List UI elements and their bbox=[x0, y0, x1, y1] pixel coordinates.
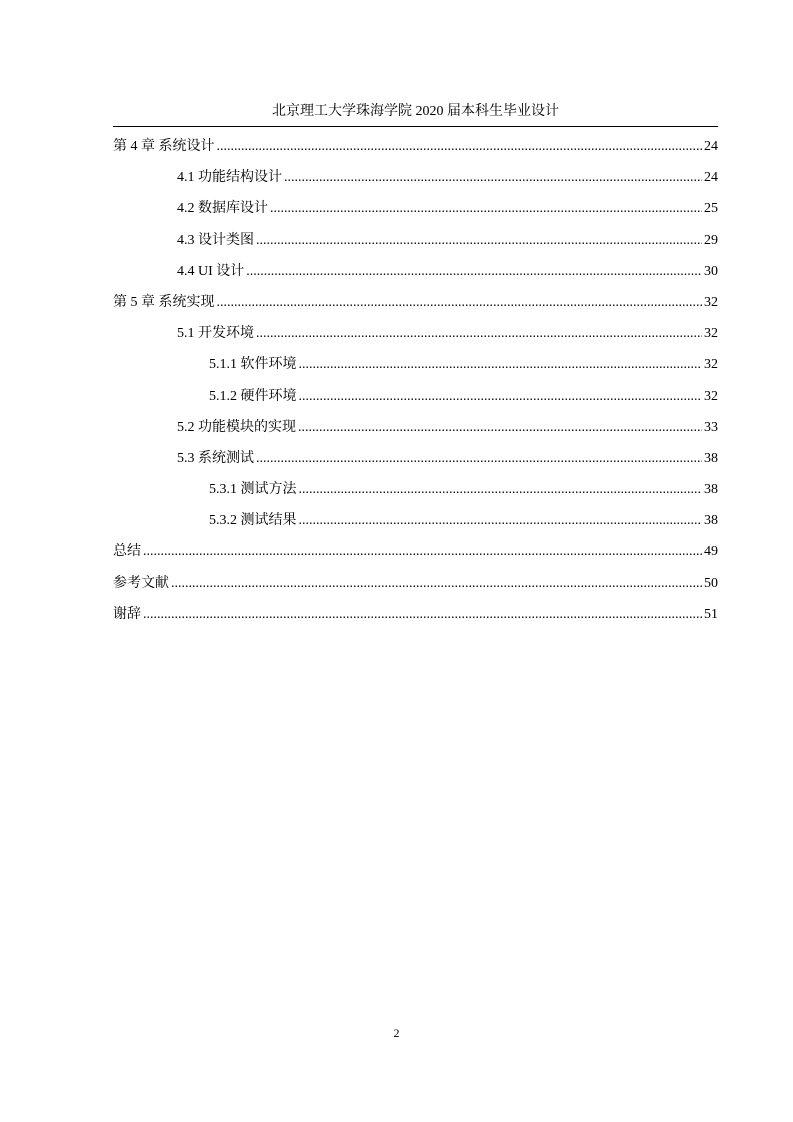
toc-dot-leader bbox=[270, 200, 702, 218]
toc-entry-label: 4.3 设计类图 bbox=[177, 232, 254, 248]
toc-dot-leader bbox=[299, 481, 703, 499]
toc-entry-label: 5.1.2 硬件环境 bbox=[209, 388, 297, 404]
toc-entry-acknowledgements[interactable] bbox=[113, 606, 718, 637]
toc-entry-chapter-5[interactable] bbox=[113, 294, 718, 325]
toc-dot-leader bbox=[217, 294, 703, 312]
toc-entry-5-2[interactable] bbox=[113, 419, 718, 450]
toc-dot-leader bbox=[298, 419, 702, 437]
toc-entry-5-3-2[interactable] bbox=[113, 512, 718, 543]
toc-entry-5-3[interactable] bbox=[113, 450, 718, 481]
toc-entry-5-1-2[interactable] bbox=[113, 388, 718, 419]
toc-entry-page: 49 bbox=[704, 544, 718, 560]
toc-entry-page: 38 bbox=[704, 513, 718, 529]
toc-entry-4-1[interactable] bbox=[113, 169, 718, 200]
toc-entry-chapter-4[interactable] bbox=[113, 138, 718, 169]
toc-entry-page: 29 bbox=[704, 232, 718, 248]
toc-dot-leader bbox=[246, 263, 702, 281]
toc-entry-4-2[interactable] bbox=[113, 200, 718, 231]
toc-dot-leader bbox=[256, 325, 702, 343]
toc-entry-label: 5.2 功能模块的实现 bbox=[177, 419, 296, 435]
toc-entry-label: 第 5 章 系统实现 bbox=[113, 294, 215, 310]
toc-dot-leader bbox=[284, 169, 702, 187]
toc-entry-page: 33 bbox=[704, 419, 718, 435]
toc-entry-page: 25 bbox=[704, 201, 718, 217]
toc-dot-leader bbox=[256, 450, 702, 468]
toc-entry-page: 32 bbox=[704, 357, 718, 373]
toc-entry-label: 谢辞 bbox=[113, 606, 141, 622]
toc-entry-5-1[interactable] bbox=[113, 325, 718, 356]
toc-entry-page: 32 bbox=[704, 294, 718, 310]
toc-entry-label: 5.1 开发环境 bbox=[177, 326, 254, 342]
toc-entry-5-1-1[interactable] bbox=[113, 356, 718, 387]
toc-entry-4-4[interactable] bbox=[113, 263, 718, 294]
toc-entry-references[interactable] bbox=[113, 575, 718, 606]
toc-dot-leader bbox=[217, 138, 703, 156]
table-of-contents bbox=[113, 138, 718, 637]
toc-entry-4-3[interactable] bbox=[113, 232, 718, 263]
toc-entry-label: 5.3 系统测试 bbox=[177, 450, 254, 466]
header-divider bbox=[113, 126, 718, 127]
toc-entry-page: 30 bbox=[704, 263, 718, 279]
page-header: 北京理工大学珠海学院 2020 届本科生毕业设计 bbox=[272, 104, 559, 119]
toc-dot-leader bbox=[143, 606, 702, 624]
toc-dot-leader bbox=[299, 512, 703, 530]
toc-entry-page: 38 bbox=[704, 482, 718, 498]
toc-dot-leader bbox=[299, 356, 703, 374]
toc-entry-page: 32 bbox=[704, 326, 718, 342]
toc-entry-5-3-1[interactable] bbox=[113, 481, 718, 512]
toc-entry-label: 参考文献 bbox=[113, 575, 169, 591]
toc-entry-page: 32 bbox=[704, 388, 718, 404]
toc-dot-leader bbox=[171, 575, 702, 593]
toc-entry-label: 总结 bbox=[113, 544, 141, 560]
toc-dot-leader bbox=[299, 388, 703, 406]
toc-entry-label: 4.2 数据库设计 bbox=[177, 201, 268, 217]
toc-entry-label: 4.4 UI 设计 bbox=[177, 263, 245, 279]
toc-dot-leader bbox=[143, 543, 702, 561]
toc-dot-leader bbox=[256, 232, 702, 250]
toc-entry-page: 38 bbox=[704, 450, 718, 466]
toc-entry-page: 24 bbox=[704, 139, 718, 154]
toc-entry-label: 5.1.1 软件环境 bbox=[209, 357, 297, 373]
toc-entry-page: 50 bbox=[704, 575, 718, 591]
toc-entry-label: 5.3.2 测试结果 bbox=[209, 513, 297, 529]
page-number: 2 bbox=[393, 1026, 400, 1040]
toc-entry-label: 5.3.1 测试方法 bbox=[209, 482, 297, 498]
toc-entry-page: 51 bbox=[704, 606, 718, 622]
toc-entry-label: 第 4 章 系统设计 bbox=[113, 139, 215, 154]
toc-entry-summary[interactable] bbox=[113, 543, 718, 574]
toc-entry-page: 24 bbox=[704, 170, 718, 186]
toc-entry-label: 4.1 功能结构设计 bbox=[177, 170, 282, 186]
